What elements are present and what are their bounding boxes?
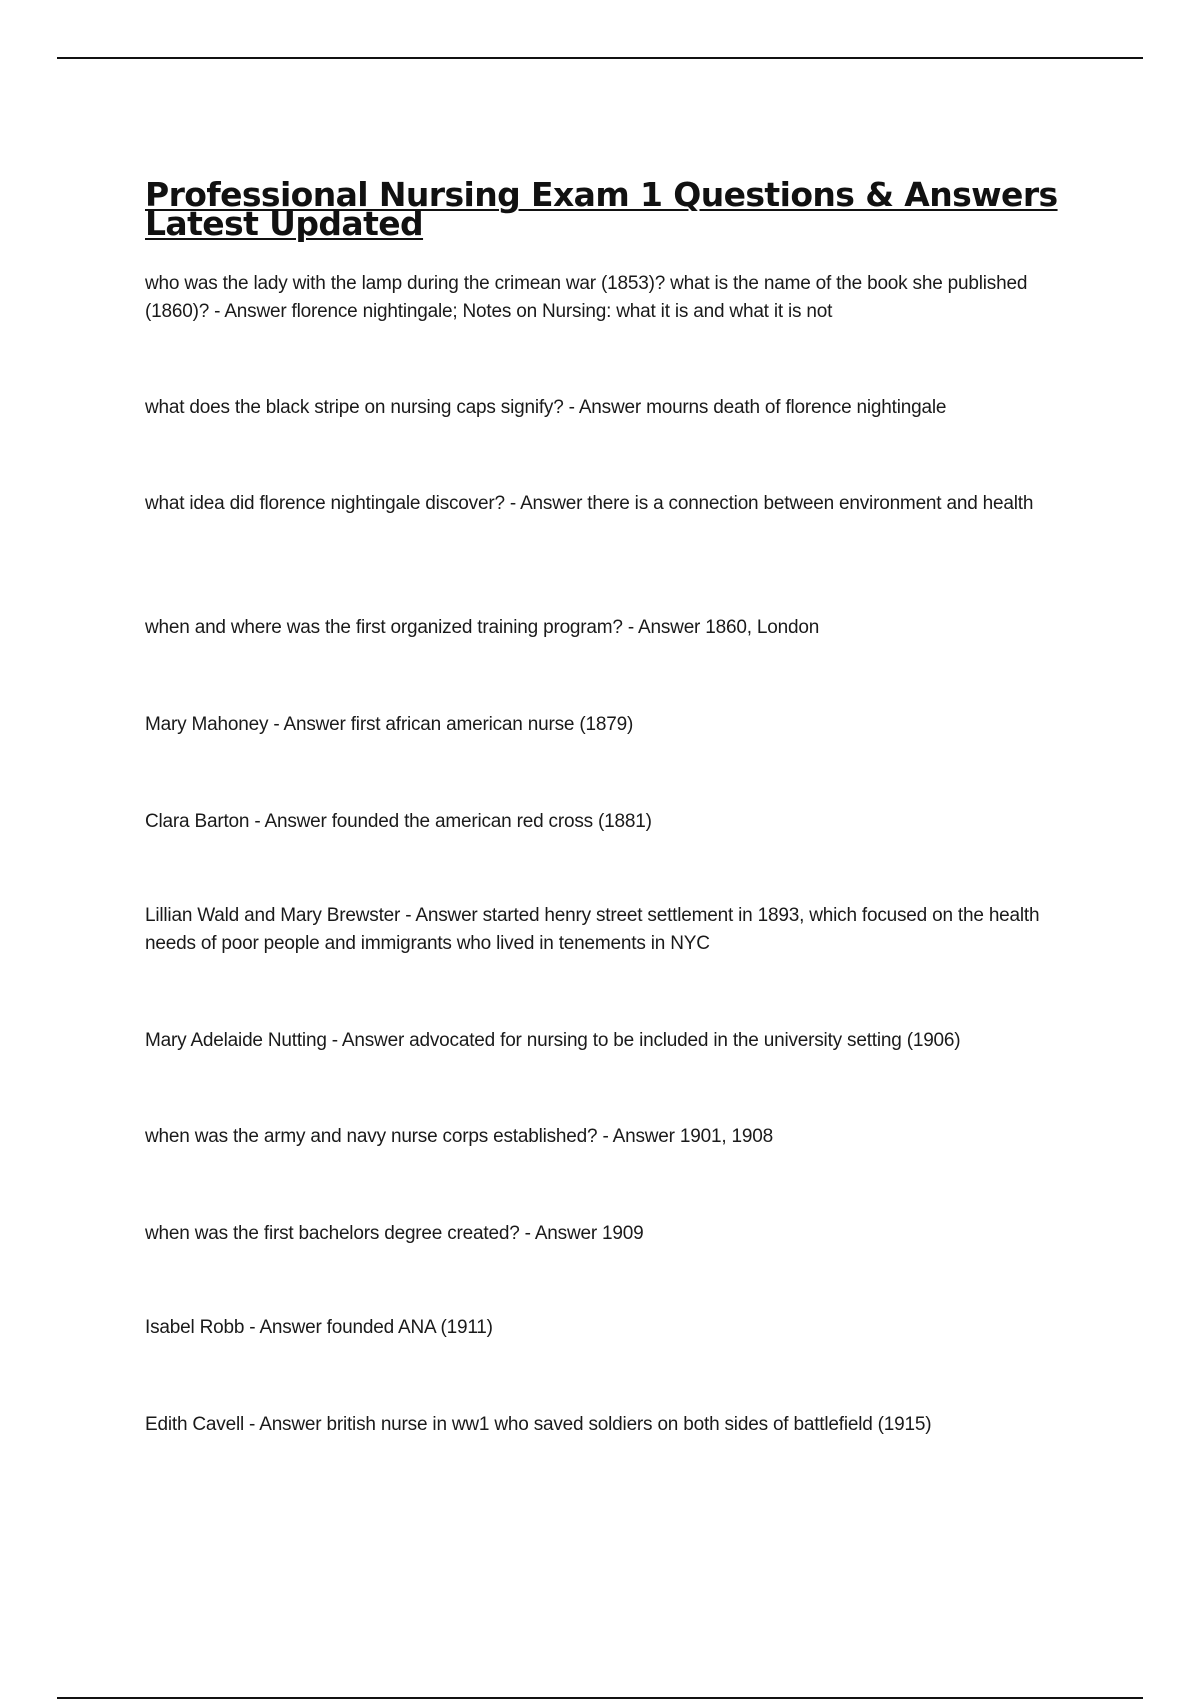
qa-item: when was the army and navy nurse corps established? - Answer 1901, 1908 — [145, 1126, 773, 1147]
qa-item: Isabel Robb - Answer founded ANA (1911) — [145, 1317, 493, 1338]
document-title: Professional Nursing Exam 1 Questions & Answers Latest Updated — [145, 175, 1058, 243]
qa-item: who was the lady with the lamp during the crimean war (1853)? what is the name of the book she published (1860)? - Answer florence nightingale; Notes on Nursing: what it is and what it is not — [145, 273, 1028, 322]
qa-item: what idea did florence nightingale discover? - Answer there is a connection between environment and health — [145, 493, 1034, 514]
qa-item: Clara Barton - Answer founded the american red cross (1881) — [145, 811, 652, 832]
qa-item: what does the black stripe on nursing caps signify? - Answer mourns death of florence nightingale — [145, 397, 947, 418]
qa-item: Lillian Wald and Mary Brewster - Answer started henry street settlement in 1893, which focused on the health needs of poor people and immigrants who lived in tenements in NYC — [145, 905, 1040, 954]
qa-item: Mary Adelaide Nutting - Answer advocated for nursing to be included in the university setting (1906) — [145, 1030, 961, 1051]
qa-item: Mary Mahoney - Answer first african american nurse (1879) — [145, 714, 634, 735]
qa-item: Edith Cavell - Answer british nurse in ww1 who saved soldiers on both sides of battlefield (1915) — [145, 1414, 932, 1435]
qa-item: when and where was the first organized training program? - Answer 1860, London — [145, 617, 820, 638]
qa-item: when was the first bachelors degree created? - Answer 1909 — [145, 1223, 644, 1244]
top-rule — [57, 57, 1143, 59]
bottom-rule — [57, 1697, 1143, 1699]
document-body — [145, 175, 1085, 1435]
